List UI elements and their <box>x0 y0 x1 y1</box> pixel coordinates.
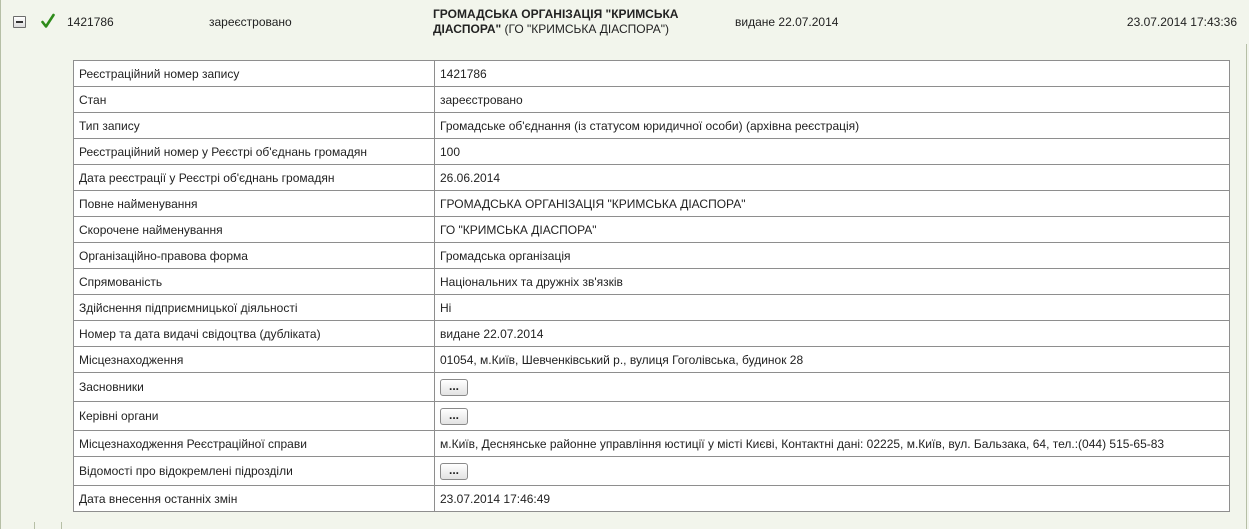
org-name-short: (ГО "КРИМСЬКА ДІАСПОРА") <box>504 21 670 36</box>
detail-row <box>74 347 1230 373</box>
detail-row <box>74 139 1230 165</box>
detail-row <box>74 165 1230 191</box>
detail-row <box>74 217 1230 243</box>
detail-label: Реєстраційний номер у Реєстрі об'єднань громадян <box>74 139 435 165</box>
detail-value: 100 <box>435 139 1230 165</box>
detail-row <box>74 61 1230 87</box>
detail-label: Повне найменування <box>74 191 435 217</box>
summary-reg-number: 1421786 <box>67 14 114 29</box>
detail-value: 1421786 <box>435 61 1230 87</box>
detail-row <box>74 457 1230 486</box>
detail-row <box>74 87 1230 113</box>
detail-label: Дата внесення останніх змін <box>74 486 435 512</box>
details-table <box>73 60 1230 512</box>
detail-value: Ні <box>435 295 1230 321</box>
detail-value: 26.06.2014 <box>435 165 1230 191</box>
detail-value: Громадська організація <box>435 243 1230 269</box>
expand-details-button[interactable]: ... <box>440 463 468 480</box>
detail-value: зареєстровано <box>435 87 1230 113</box>
detail-row <box>74 486 1230 512</box>
detail-label: Стан <box>74 87 435 113</box>
summary-timestamp: 23.07.2014 17:43:36 <box>1126 14 1237 29</box>
detail-value: Громадське об'єднання (із статусом юридичної особи) (архівна реєстрація) <box>435 113 1230 139</box>
detail-value: 23.07.2014 17:46:49 <box>435 486 1230 512</box>
detail-value: Національних та дружніх зв'язків <box>435 269 1230 295</box>
detail-row <box>74 431 1230 457</box>
detail-row <box>74 191 1230 217</box>
detail-label: Керівні органи <box>74 402 435 431</box>
detail-label: Відомості про відокремлені підрозділи <box>74 457 435 486</box>
detail-label: Місцезнаходження <box>74 347 435 373</box>
detail-row <box>74 295 1230 321</box>
detail-value: ГО "КРИМСЬКА ДІАСПОРА" <box>435 217 1230 243</box>
detail-value: м.Київ, Деснянське районне управління юстиції у місті Києві, Контактні дані: 02225, м.Київ, вул. Бальзака, 64, тел.:(044) 515-65-83 <box>435 431 1230 457</box>
detail-row <box>74 243 1230 269</box>
expand-details-button[interactable]: ... <box>440 379 468 396</box>
checkmark-icon <box>41 13 55 29</box>
org-name-full: ГРОМАДСЬКА ОРГАНІЗАЦІЯ "КРИМСЬКА ДІАСПОРА" <box>433 6 679 36</box>
detail-label: Реєстраційний номер запису <box>74 61 435 87</box>
detail-row <box>74 373 1230 402</box>
summary-row[interactable] <box>1 0 1249 44</box>
detail-value <box>435 373 1230 402</box>
detail-label: Дата реєстрації у Реєстрі об'єднань громадян <box>74 165 435 191</box>
detail-value <box>435 402 1230 431</box>
detail-row <box>74 113 1230 139</box>
detail-row <box>74 402 1230 431</box>
detail-label: Спрямованість <box>74 269 435 295</box>
detail-value: 01054, м.Київ, Шевченківський р., вулиця Гоголівська, будинок 28 <box>435 347 1230 373</box>
detail-label: Здійснення підприємницької діяльності <box>74 295 435 321</box>
summary-status: зареєстровано <box>209 14 292 29</box>
detail-row <box>74 269 1230 295</box>
detail-label: Місцезнаходження Реєстраційної справи <box>74 431 435 457</box>
detail-row <box>74 321 1230 347</box>
summary-org-name <box>429 0 729 43</box>
detail-value: ГРОМАДСЬКА ОРГАНІЗАЦІЯ "КРИМСЬКА ДІАСПОРА" <box>435 191 1230 217</box>
detail-label: Тип запису <box>74 113 435 139</box>
detail-value: видане 22.07.2014 <box>435 321 1230 347</box>
detail-value <box>435 457 1230 486</box>
detail-label: Номер та дата видачі свідоцтва (дубліката) <box>74 321 435 347</box>
summary-certificate: видане 22.07.2014 <box>735 14 839 29</box>
collapse-minus-icon[interactable] <box>13 16 26 28</box>
detail-label: Скорочене найменування <box>74 217 435 243</box>
detail-label: Засновники <box>74 373 435 402</box>
expand-details-button[interactable]: ... <box>440 408 468 425</box>
detail-label: Організаційно-правова форма <box>74 243 435 269</box>
